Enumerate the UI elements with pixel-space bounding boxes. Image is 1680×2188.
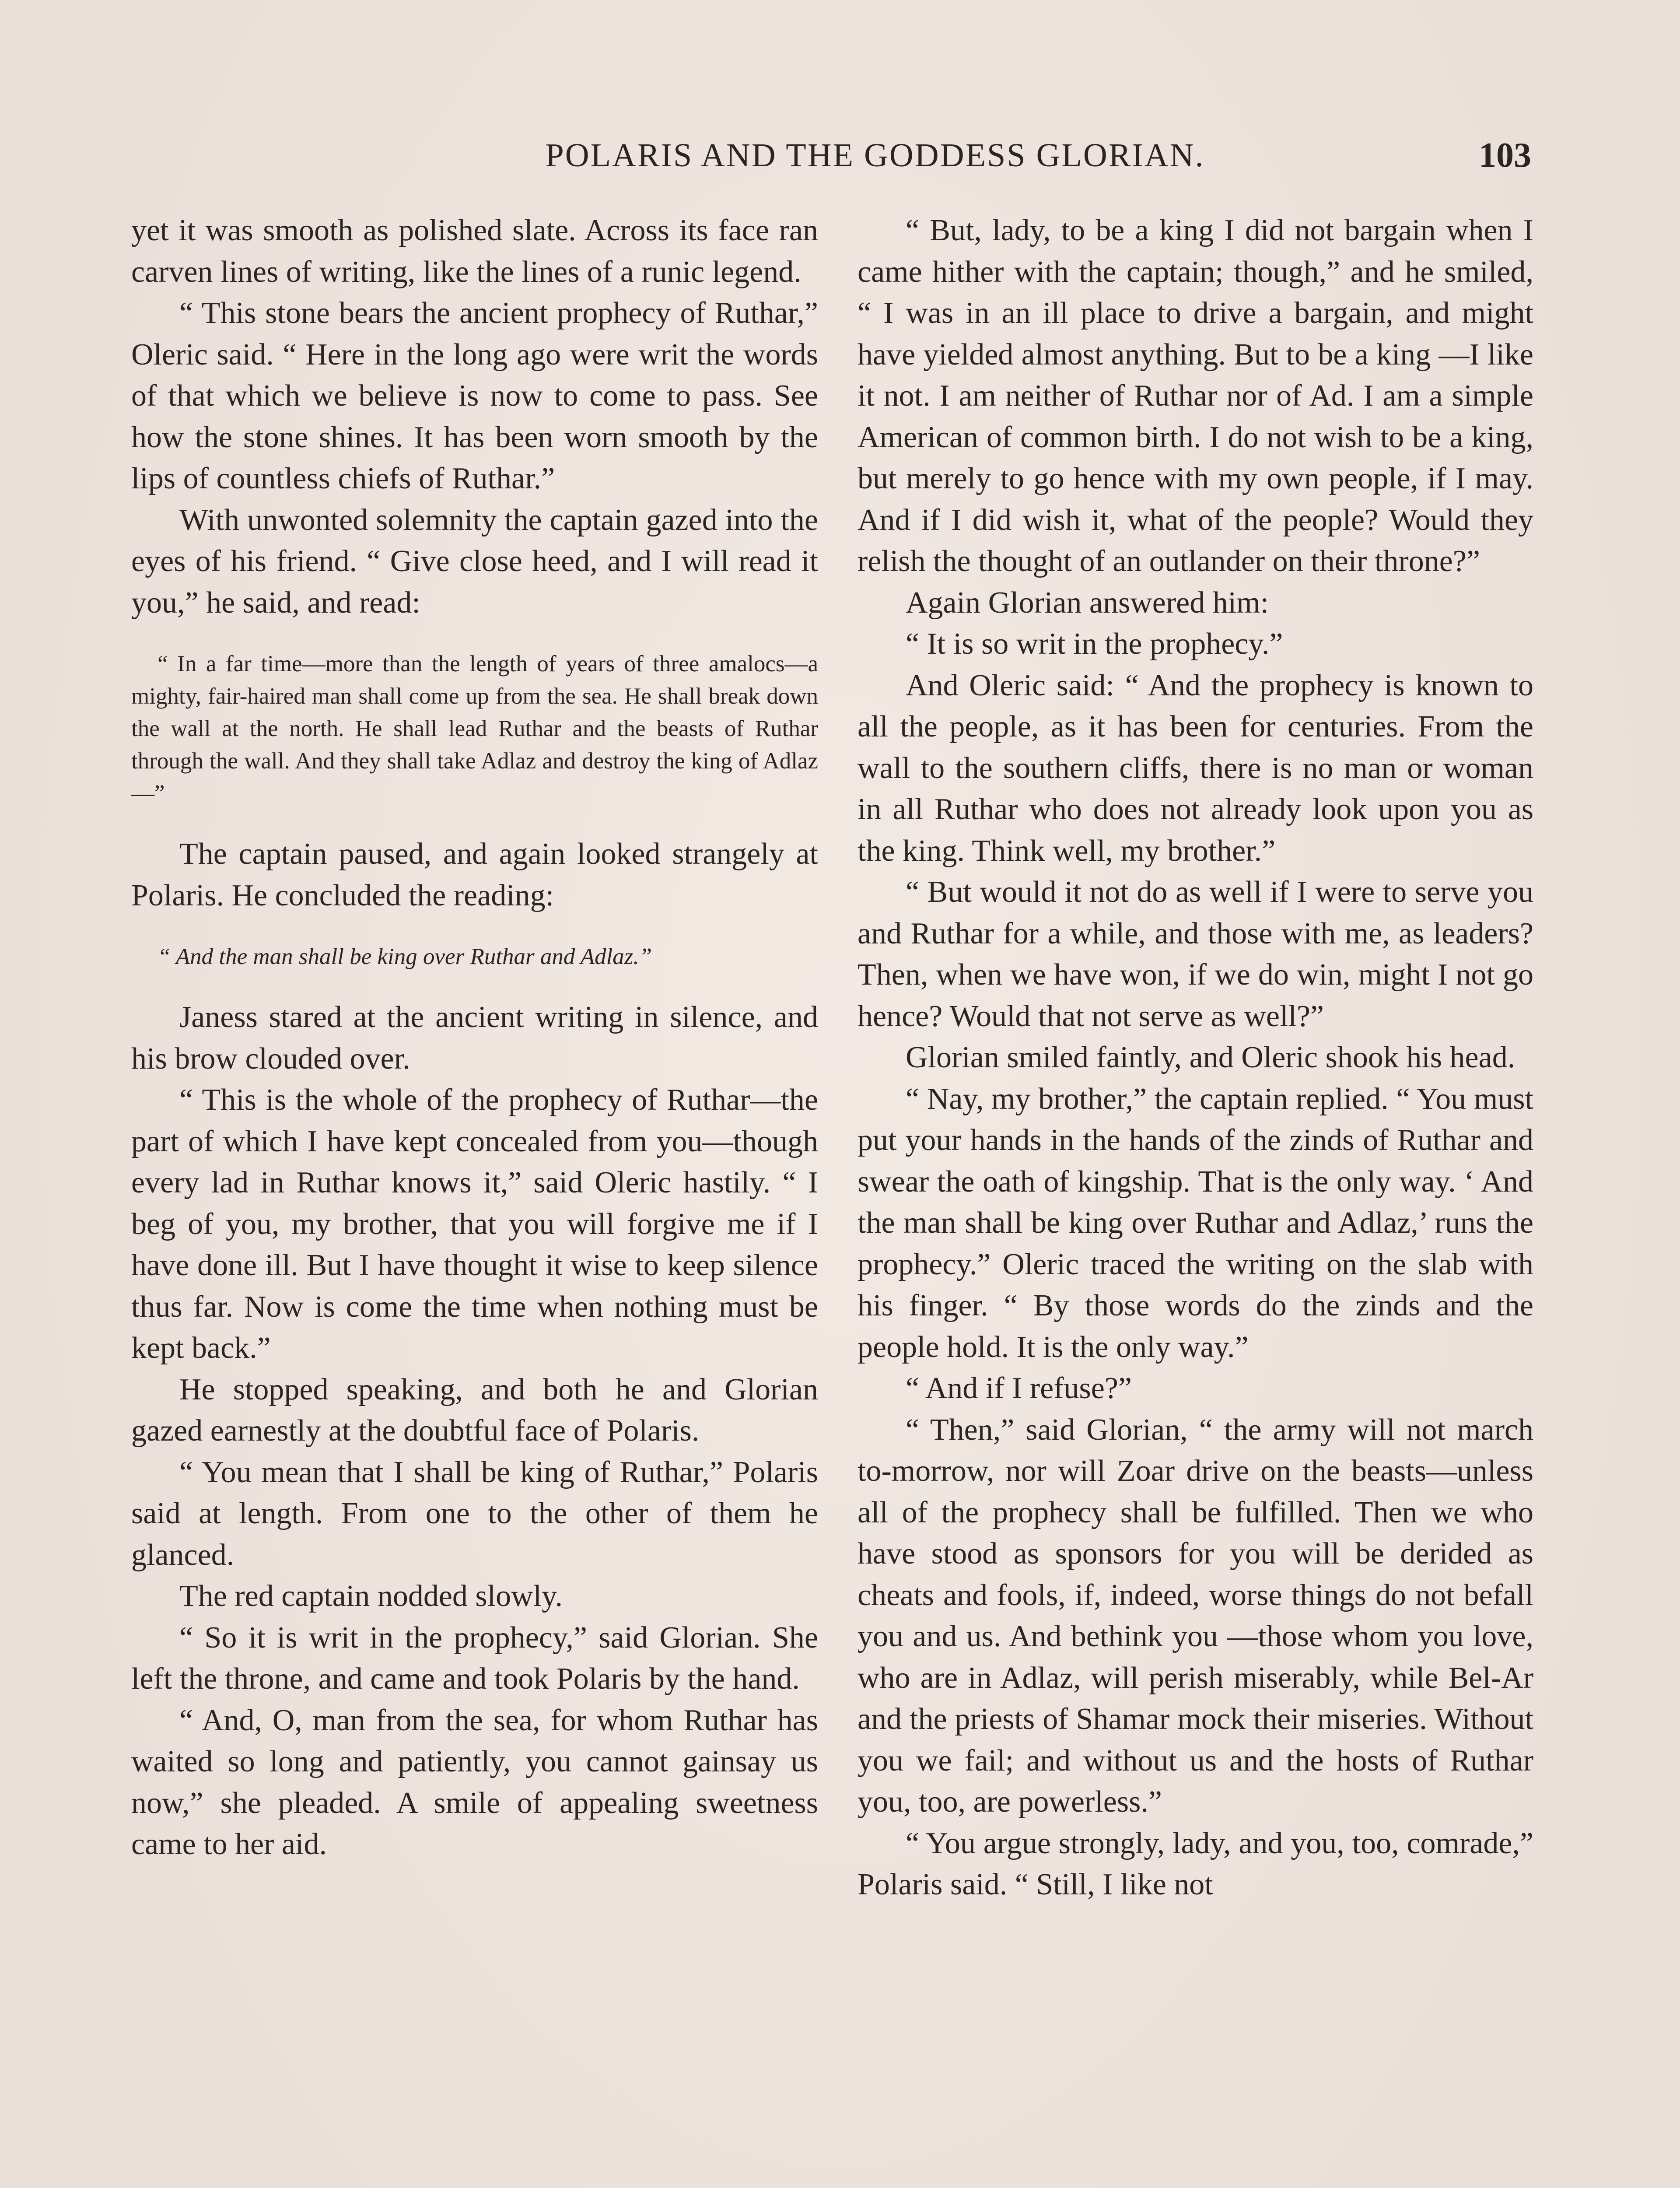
paragraph: With unwonted solemnity the captain gazed into the eyes of his friend. “ Give close heed, and I will read it you,” he said, and read: xyxy=(131,503,818,620)
paragraph: “ This is the whole of the prophecy of Ruthar—the part of which I have kept concealed from you—though every lad in Ruthar knows it,” said Oleric hastily. “ I beg of you, my brother, that you will forgive me if I have done ill. But I have thought it wise to keep silence thus far. Now is come the time when nothing must be kept back.” xyxy=(131,1083,818,1365)
paragraph: “ So it is writ in the prophecy,” said Glorian. She left the throne, and came and took Polaris by the hand. xyxy=(131,1620,818,1696)
prophecy-quote: “ In a far time—more than the length of years of three amalocs—a mighty, fair-haired man shall come up from the sea. He shall break down the wall at the north. He shall lead Ruthar and the beasts of Ruthar through the wall. And they shall take Adlaz and destroy the king of Adlaz—” xyxy=(131,651,818,806)
paragraph: The red captain nodded slowly. xyxy=(179,1579,563,1613)
paragraph: He stopped speaking, and both he and Glorian gazed earnestly at the doubtful face of Polaris. xyxy=(131,1372,818,1448)
paragraph: “ This stone bears the ancient prophecy of Ruthar,” Oleric said. “ Here in the long ago were writ the words of that which we believe is now to come to pass. See how the stone shines. It has been worn smooth by the lips of countless chiefs of Ruthar.” xyxy=(131,296,818,495)
paragraph: yet it was smooth as polished slate. Across its face ran carven lines of writing, like the lines of a runic legend. xyxy=(131,214,818,289)
left-text-column xyxy=(131,210,818,1865)
paragraph: “ But, lady, to be a king I did not bargain when I came hither with the captain; though,” and he smiled, “ I was in an ill place to drive a bargain, and might have yielded almost anything. But to be a king —I like it not. I am neither of Ruthar nor of Ad. I am a simple American of common birth. I do not wish to be a king, but merely to go hence with my own people, if I may. And if I did wish it, what of the people? Would they relish the thought of an outlander on their throne?” xyxy=(858,214,1533,578)
paragraph: “ Then,” said Glorian, “ the army will not march to-morrow, nor will Zoar drive on the beasts—unless all of the prophecy shall be fulfilled. Then we who have stood as sponsors for you will be derided as cheats and fools, if, indeed, worse things do not befall you and us. And bethink you —those whom you love, who are in Adlaz, will perish miserably, while Bel-Ar and the priests of Shamar mock their miseries. Without you we fail; and without us and the hosts of Ruthar you, too, are powerless.” xyxy=(858,1413,1533,1819)
prophecy-quote: “ And the man shall be king over Ruthar and Adlaz.” xyxy=(158,944,652,969)
paragraph: “ But would it not do as well if I were to serve you and Ruthar for a while, and those with me, as leaders? Then, when we have won, if we do win, might I not go hence? Would that not serve as well?” xyxy=(858,875,1533,1033)
paragraph: And Oleric said: “ And the prophecy is known to all the people, as it has been for centuries. From the wall to the southern cliffs, there is no man or woman in all Ruthar who does not already look upon you as the king. Think well, my brother.” xyxy=(858,668,1533,868)
paragraph: Glorian smiled faintly, and Oleric shook his head. xyxy=(906,1041,1516,1074)
paragraph: “ And if I refuse?” xyxy=(906,1371,1132,1405)
paragraph: Janess stared at the ancient writing in silence, and his brow clouded over. xyxy=(131,1000,818,1076)
page-header xyxy=(131,131,1531,188)
paragraph: “ Nay, my brother,” the captain replied. “ You must put your hands in the hands of the zinds of Ruthar and swear the oath of kingship. That is the only way. ‘ And the man shall be king over Ruthar and Adlaz,’ runs the prophecy.” Oleric traced the writing on the slab with his finger. “ By those words do the zinds and the people hold. It is the only way.” xyxy=(858,1082,1533,1364)
running-head: POLARIS AND THE GODDESS GLORIAN. xyxy=(545,137,1205,174)
right-text-column xyxy=(858,210,1533,1906)
paragraph: “ You argue strongly, lady, and you, too, comrade,” Polaris said. “ Still, I like not xyxy=(858,1826,1533,1901)
paragraph: Again Glorian answered him: xyxy=(906,586,1269,620)
paragraph: “ And, O, man from the sea, for whom Ruthar has waited so long and patiently, you cannot gainsay us now,” she pleaded. A smile of appealing sweetness came to her aid. xyxy=(131,1703,818,1861)
paragraph: “ You mean that I shall be king of Ruthar,” Polaris said at length. From one to the other of them he glanced. xyxy=(131,1455,818,1572)
paragraph: The captain paused, and again looked strangely at Polaris. He concluded the reading: xyxy=(131,837,818,912)
paragraph: “ It is so writ in the prophecy.” xyxy=(906,627,1283,661)
page-number: 103 xyxy=(1479,136,1531,175)
